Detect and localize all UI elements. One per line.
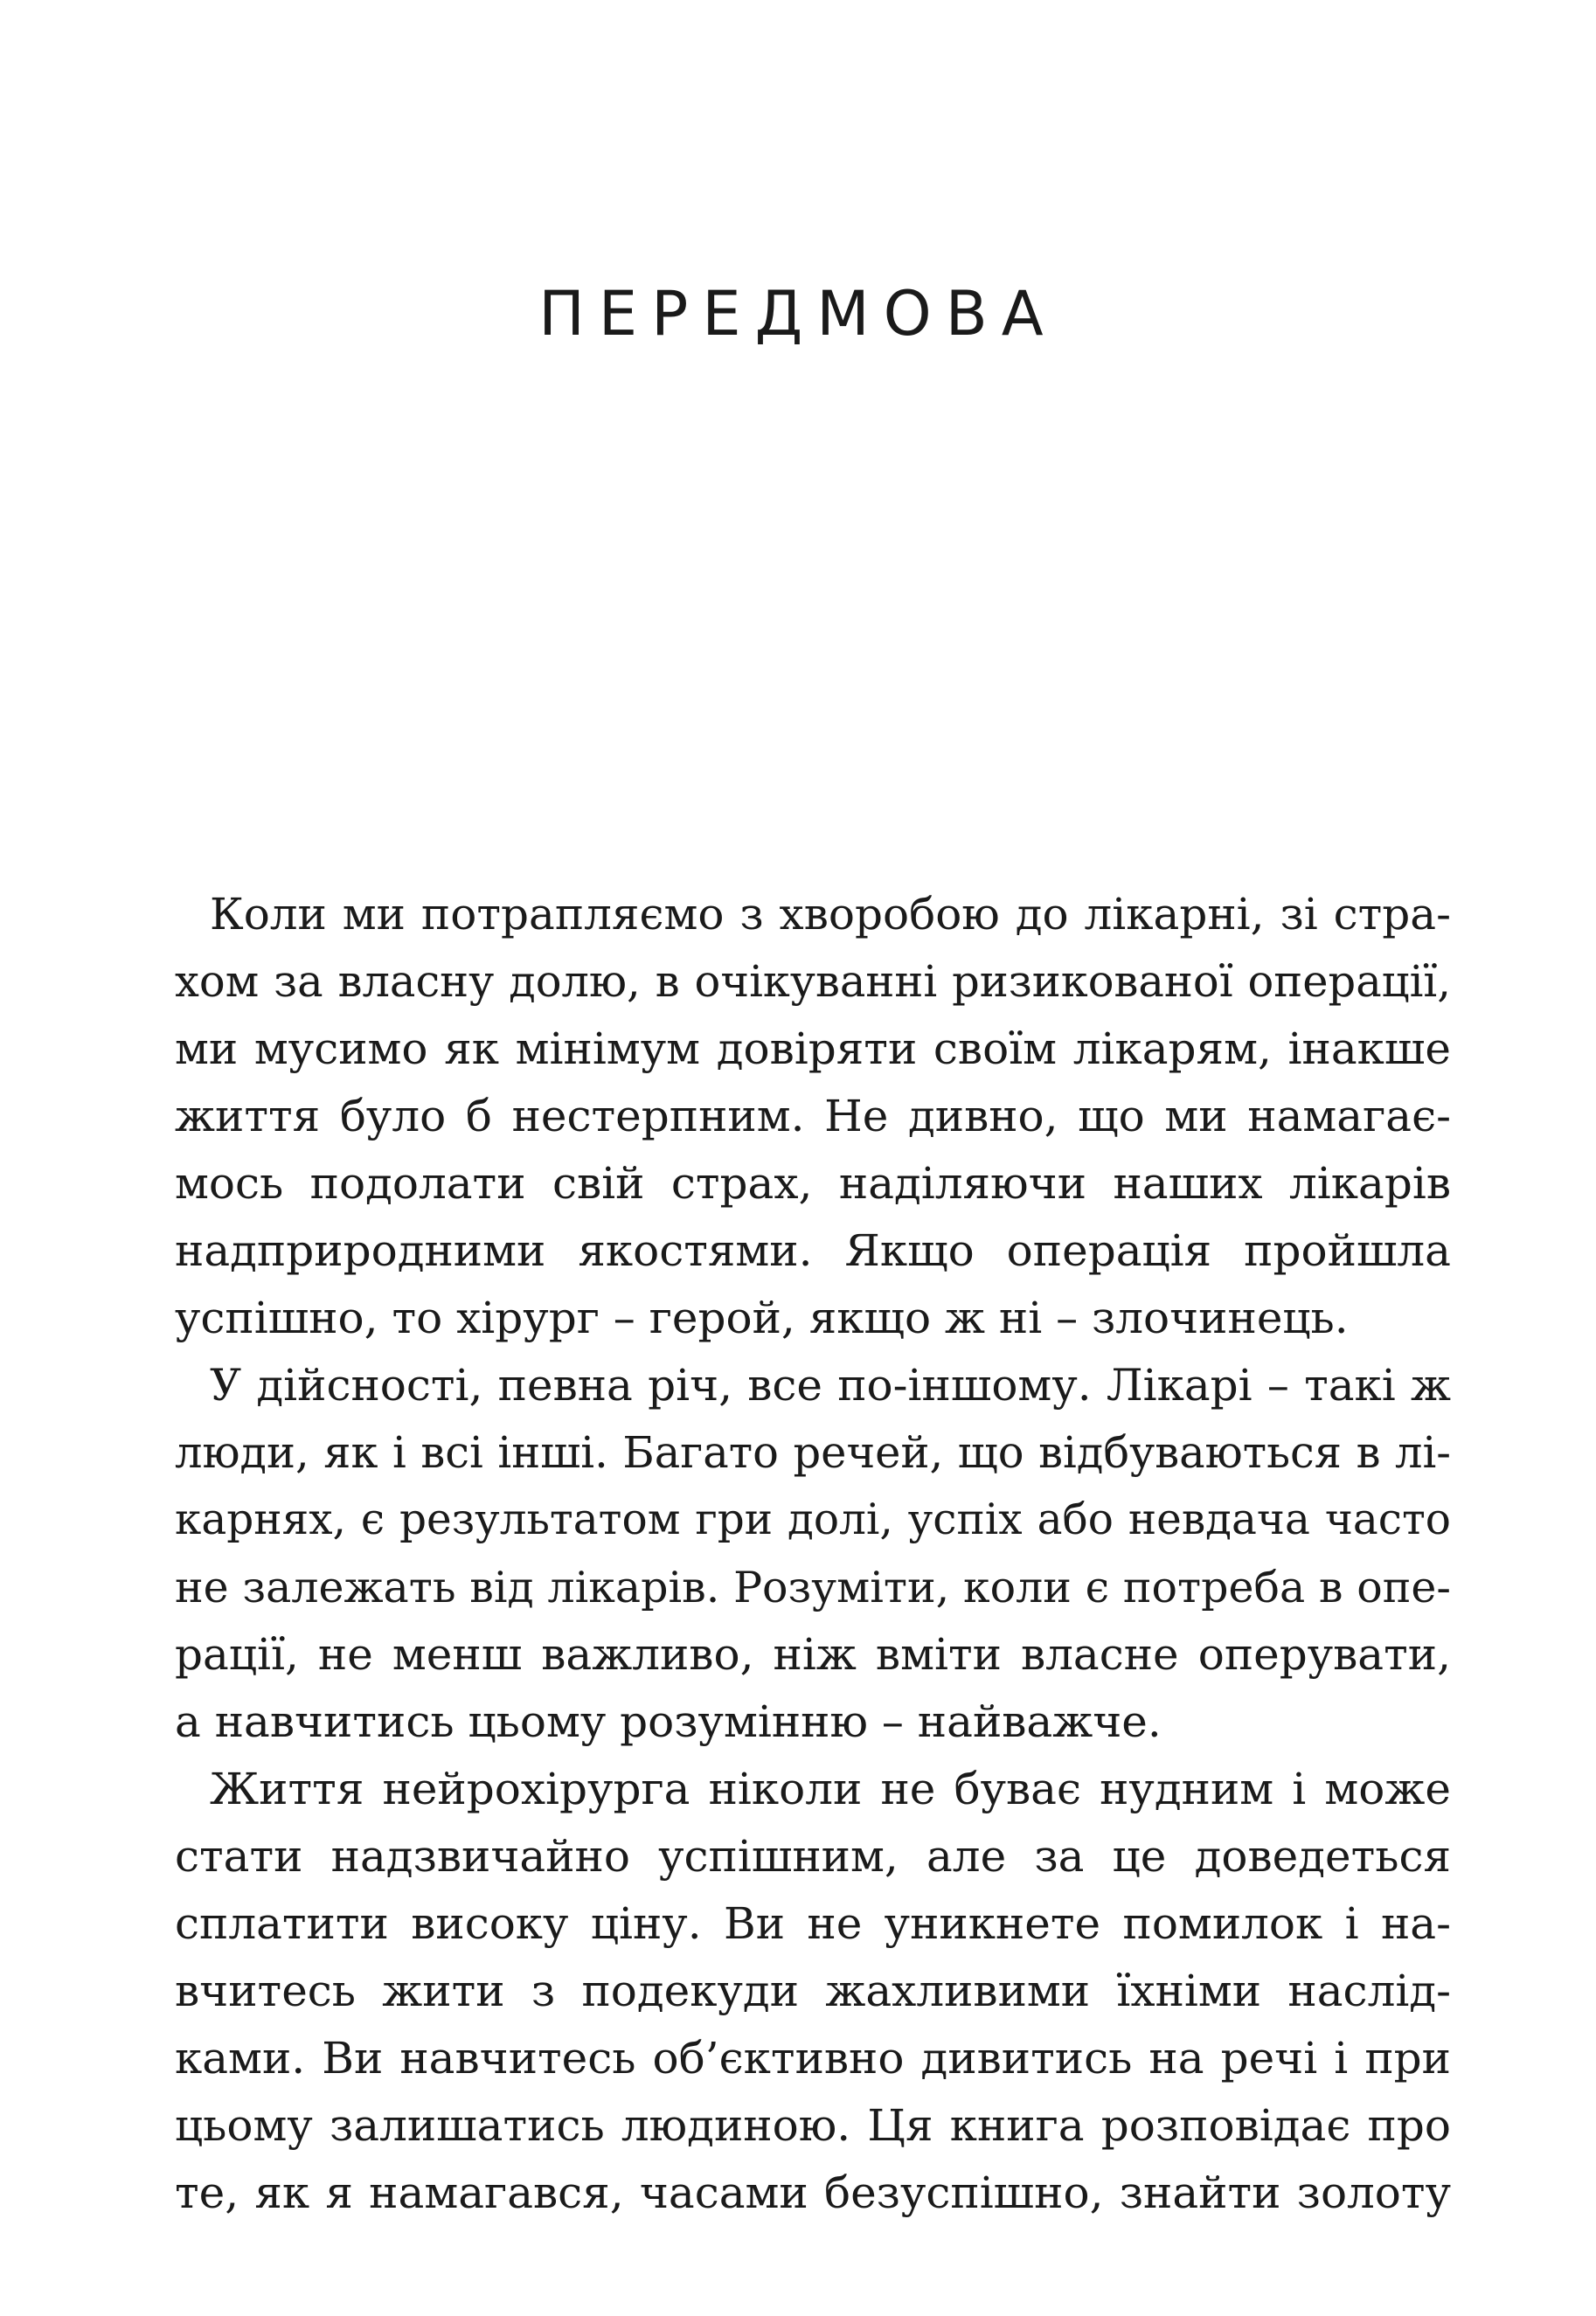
paragraph-2-line-4: не залежать від лікарів. Розуміти, коли є потреба в опе- <box>175 1563 1451 1612</box>
paragraph-3-line-1: Життя нейрохірурга ніколи не буває нудним і може <box>210 1764 1451 1814</box>
paragraph-1-line-6: надприродними якостями. Якщо операція пройшла <box>175 1225 1451 1276</box>
paragraph-1-line-4: життя було б нестерпним. Не дивно, що ми намагає- <box>175 1091 1451 1141</box>
chapter-heading: ПЕРЕДМОВА <box>538 278 1058 350</box>
paragraph-1-line-5: мось подолати свій страх, наділяючи наших лікарів <box>175 1158 1451 1209</box>
paragraph-3-line-6: цьому залишатись людиною. Ця книга розповідає про <box>175 2100 1451 2151</box>
paragraph-2-line-6: а навчитись цьому розумінню – найважче. <box>175 1696 1162 1747</box>
paragraph-2-line-1: У дійсності, певна річ, все по-іншому. Лікарі – такі ж <box>210 1360 1451 1411</box>
paragraph-1-line-2: хом за власну долю, в очікуванні ризикованої операції, <box>175 956 1451 1007</box>
paragraph-3-line-2: стати надзвичайно успішним, але за це доведеться <box>175 1831 1451 1882</box>
paragraph-3-line-7: те, як я намагався, часами безуспішно, знайти золоту <box>175 2167 1451 2218</box>
paragraph-1-line-7: успішно, то хірург – герой, якщо ж ні – злочинець. <box>175 1293 1349 1343</box>
paragraph-3-line-4: вчитесь жити з подекуди жахливими їхніми наслід- <box>175 1966 1451 2016</box>
paragraph-2-line-3: карнях, є результатом гри долі, успіх або невдача часто <box>175 1495 1451 1544</box>
paragraph-3-line-3: сплатити високу ціну. Ви не уникнете помилок і на- <box>175 1898 1451 1949</box>
paragraph-1-line-1: Коли ми потрапляємо з хворобою до лікарні, зі стра- <box>210 889 1451 940</box>
paragraph-2-line-2: люди, як і всі інші. Багато речей, що відбуваються в лі- <box>175 1427 1451 1478</box>
paragraph-2-line-5: рації, не менш важливо, ніж вміти власне оперувати, <box>175 1629 1451 1680</box>
body-text <box>175 881 1451 2227</box>
paragraph-1-line-3: ми мусимо як мінімум довіряти своїм лікарям, інакше <box>175 1023 1451 1074</box>
paragraph-3-line-5: ками. Ви навчитесь об’єктивно дивитись на речі і при <box>175 2033 1451 2084</box>
